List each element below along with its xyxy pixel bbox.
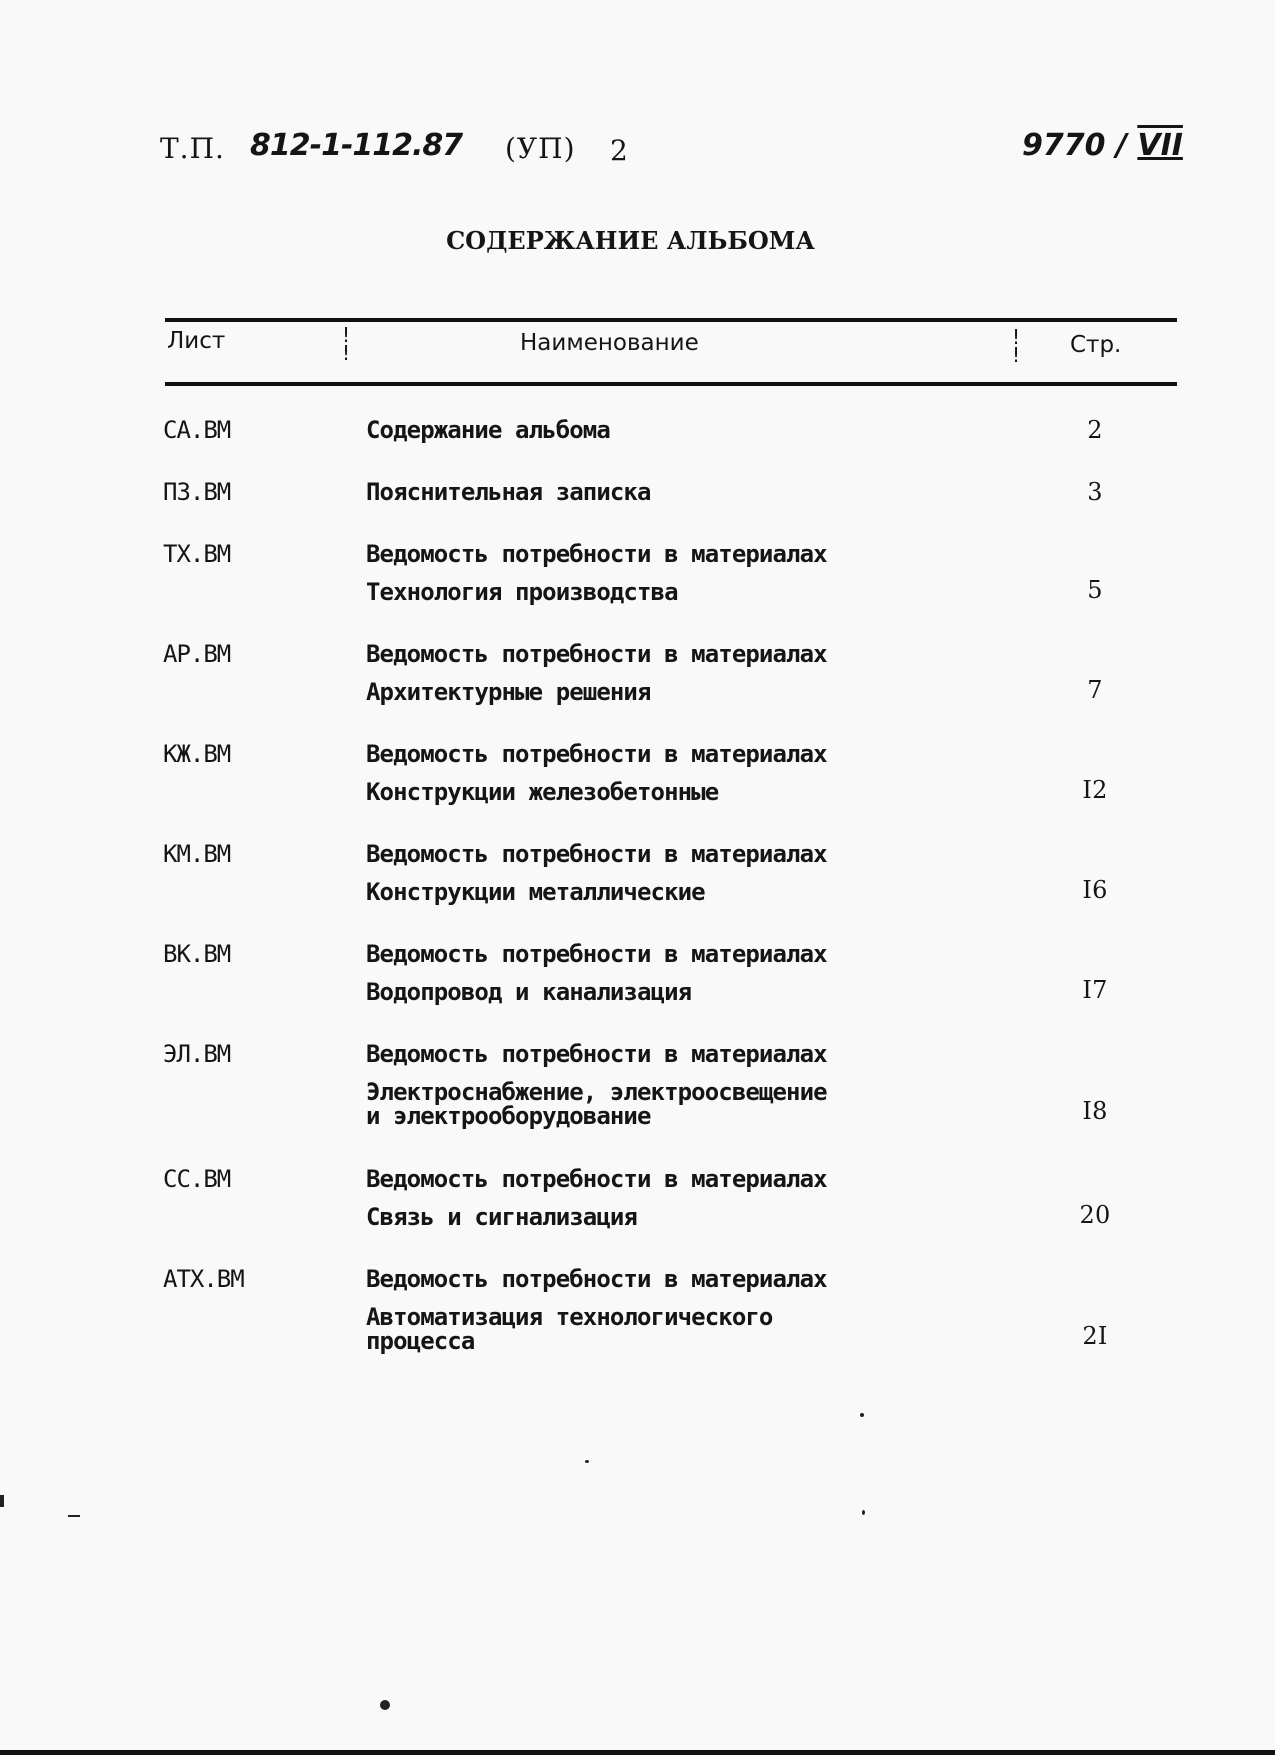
album-volume: VII	[1137, 128, 1183, 163]
column-header-sheet: Лист	[167, 328, 226, 354]
title-line: Технология производства	[366, 578, 678, 606]
scan-speck	[380, 1700, 390, 1710]
album-number: 9770	[1022, 128, 1106, 163]
scan-speck	[585, 1460, 589, 1463]
sheet-code: КЖ.ВМ	[163, 740, 231, 768]
title-line: Ведомость потребности в материалах	[366, 640, 827, 668]
column-separator: ! !	[1010, 325, 1023, 367]
column-header-name: Наименование	[520, 330, 699, 356]
title-line: Ведомость потребности в материалах	[366, 540, 827, 568]
section-code: (УП)	[505, 132, 576, 165]
scan-speck	[0, 1495, 4, 1507]
page-number: 2	[610, 134, 629, 167]
title-line: Водопровод и канализация	[366, 978, 692, 1006]
row-title	[366, 1040, 827, 1130]
title-line: Электроснабжение, электроосвещение	[366, 1078, 827, 1106]
page-ref: I8	[1082, 1097, 1108, 1125]
sheet-code: СС.ВМ	[163, 1165, 231, 1193]
title-line: Ведомость потребности в материалах	[366, 1165, 827, 1193]
sheet-code: ТХ.ВМ	[163, 540, 231, 568]
sheet-code: АТХ.ВМ	[163, 1265, 244, 1293]
column-header-page: Стр.	[1070, 332, 1122, 358]
project-number: 812-1-112.87	[250, 128, 463, 163]
title-line: Ведомость потребности в материалах	[366, 940, 827, 968]
page-ref: I2	[1082, 776, 1108, 804]
row-title	[366, 416, 610, 444]
page-ref: 2I	[1082, 1322, 1108, 1350]
row-title	[366, 740, 827, 806]
page-title: СОДЕРЖАНИЕ АЛЬБОМА	[446, 226, 815, 255]
title-line: Ведомость потребности в материалах	[366, 740, 827, 768]
row-title	[366, 940, 827, 1006]
sheet-code: СА.ВМ	[163, 416, 231, 444]
sheet-code: ВК.ВМ	[163, 940, 231, 968]
row-title	[366, 478, 651, 506]
title-line: Архитектурные решения	[366, 678, 651, 706]
scan-speck	[860, 1413, 864, 1417]
page-ref: 3	[1087, 478, 1103, 506]
header-prefix: Т.П.	[160, 132, 225, 165]
scan-bottom-edge	[0, 1750, 1275, 1755]
row-title	[366, 640, 827, 706]
table-top-rule	[165, 318, 1177, 322]
page-ref: I6	[1082, 876, 1108, 904]
row-title	[366, 840, 827, 906]
row-title	[366, 1265, 827, 1355]
title-line: процесса	[366, 1327, 475, 1355]
sheet-code: ПЗ.ВМ	[163, 478, 231, 506]
title-line: Содержание альбома	[366, 416, 610, 444]
album-code: 9770 / VII	[1022, 128, 1183, 163]
title-line: Ведомость потребности в материалах	[366, 1040, 827, 1068]
title-line: Ведомость потребности в материалах	[366, 840, 827, 868]
page-ref: 5	[1087, 576, 1103, 604]
title-line: и электрооборудование	[366, 1102, 651, 1130]
title-line: Связь и сигнализация	[366, 1203, 637, 1231]
page-ref: 20	[1079, 1201, 1111, 1229]
title-line: Конструкции железобетонные	[366, 778, 719, 806]
title-line: Конструкции металлические	[366, 878, 705, 906]
scan-speck	[862, 1510, 865, 1515]
row-title	[366, 1165, 827, 1231]
sheet-code: КМ.ВМ	[163, 840, 231, 868]
page-ref: I7	[1082, 976, 1108, 1004]
scan-speck	[68, 1515, 80, 1517]
title-line: Автоматизация технологического	[366, 1303, 773, 1331]
title-line: Ведомость потребности в материалах	[366, 1265, 827, 1293]
page-ref: 2	[1087, 416, 1103, 444]
column-separator: ! !	[340, 323, 353, 365]
sheet-code: АР.ВМ	[163, 640, 231, 668]
title-line: Пояснительная записка	[366, 478, 651, 506]
page-ref: 7	[1087, 676, 1103, 704]
sheet-code: ЭЛ.ВМ	[163, 1040, 231, 1068]
row-title	[366, 540, 827, 606]
table-header-bottom-rule	[165, 382, 1177, 386]
